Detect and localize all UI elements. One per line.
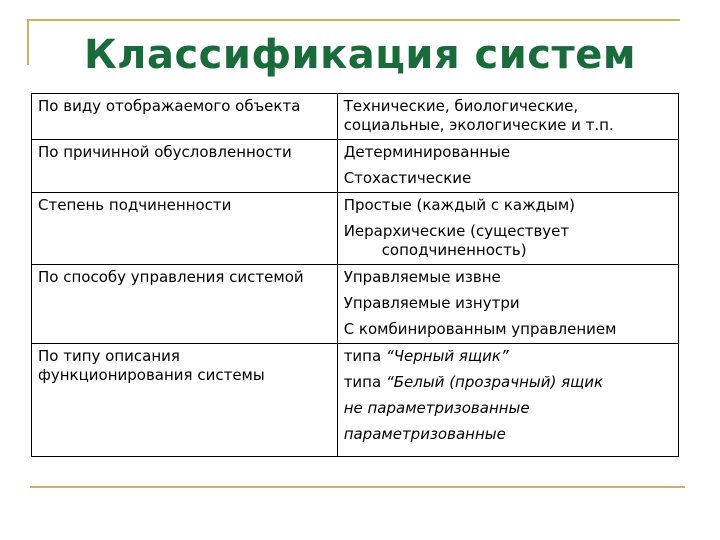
type-item: Простые (каждый с каждым) xyxy=(343,196,576,214)
table-row xyxy=(32,193,679,265)
type-item xyxy=(344,373,672,392)
table-row xyxy=(32,344,679,457)
type-item: Технические, биологические, социальные, экологические и т.п. xyxy=(343,97,614,134)
type-item: Управляемые изнутри xyxy=(343,294,520,312)
type-emphasis: не параметризованные xyxy=(343,399,530,417)
table-row xyxy=(32,94,679,140)
type-prefix: типа xyxy=(343,347,386,365)
criterion-label: Степень подчиненности xyxy=(38,196,232,214)
criterion-cell xyxy=(32,344,338,457)
decorative-top-line xyxy=(27,19,680,21)
type-emphasis: параметризованные xyxy=(343,425,506,443)
criterion-cell xyxy=(32,265,338,344)
type-item xyxy=(344,347,672,366)
criterion-label: По способу управления системой xyxy=(38,268,304,286)
classification-table xyxy=(31,93,679,457)
type-item: С комбинированным управлением xyxy=(343,320,617,338)
type-item-continuation: соподчиненность) xyxy=(381,241,527,259)
criterion-label: По виду отображаемого объекта xyxy=(38,97,301,115)
types-cell xyxy=(337,193,678,265)
type-item: Иерархические (существует xyxy=(343,222,570,240)
type-emphasis: “Белый (прозрачный) ящик xyxy=(385,373,604,391)
type-emphasis: “Черный ящик” xyxy=(385,347,509,365)
type-prefix: типа xyxy=(343,373,386,391)
types-cell xyxy=(337,344,678,457)
type-item: Детерминированные xyxy=(343,143,511,161)
type-item xyxy=(344,399,672,418)
criterion-label: По типу описания функционирования системы xyxy=(38,347,265,384)
slide-title: Классификация систем xyxy=(83,32,637,78)
criterion-label: По причинной обусловленности xyxy=(38,143,292,161)
table-row xyxy=(32,140,679,193)
types-cell xyxy=(337,265,678,344)
type-item xyxy=(344,425,672,444)
decorative-bottom-line xyxy=(30,486,685,488)
table-row xyxy=(32,265,679,344)
types-cell xyxy=(337,94,678,140)
criterion-cell xyxy=(32,193,338,265)
criterion-cell xyxy=(32,94,338,140)
types-cell xyxy=(337,140,678,193)
type-item: Управляемые извне xyxy=(343,268,501,286)
type-item: Стохастические xyxy=(343,169,472,187)
criterion-cell xyxy=(32,140,338,193)
